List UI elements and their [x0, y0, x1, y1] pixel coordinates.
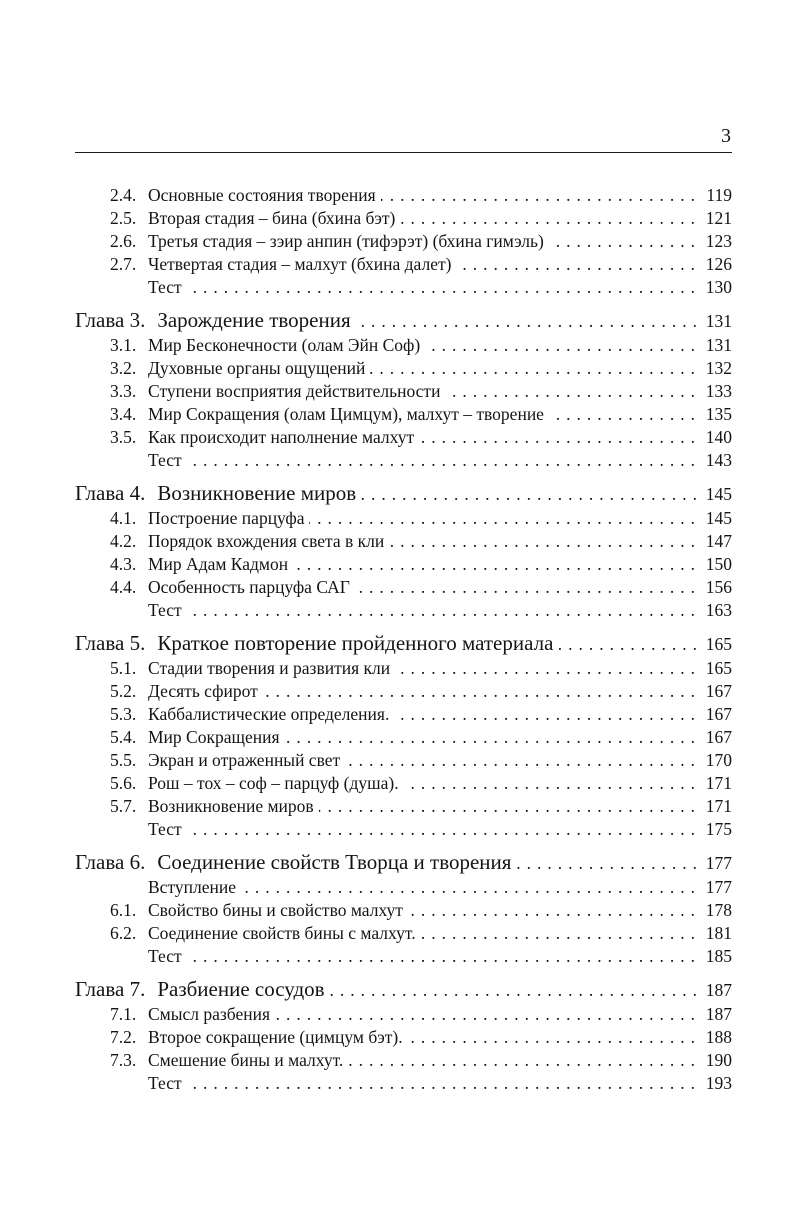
toc-entry-page: 156 [705, 577, 732, 597]
toc-entry-title: Четвертая стадия – малхут (бхина далет) [148, 254, 452, 274]
toc-entry-title: Смешение бины и малхут. [148, 1050, 344, 1070]
toc-row [75, 945, 732, 968]
toc-entry-page: 145 [705, 508, 732, 528]
dot-leader [345, 749, 701, 772]
toc-entry-number: 5.6. [110, 773, 137, 793]
toc-entry-number: 2.5. [110, 208, 137, 228]
toc-entry-title: Ступени восприятия действительности [148, 381, 441, 401]
toc-entry-title: Соединение свойств Творца и творения [157, 850, 512, 874]
toc-entry-page: 119 [706, 185, 732, 205]
toc-entry-page: 188 [705, 1027, 732, 1047]
toc-row [75, 976, 732, 1003]
toc-entry-title: Экран и отраженный свет [148, 750, 341, 770]
toc-row [75, 703, 732, 726]
toc-entry-number: Глава 6. [75, 850, 146, 874]
toc-entry-page: 145 [705, 484, 732, 504]
toc-row [75, 630, 732, 657]
dot-leader [319, 795, 701, 818]
toc-entry-title: Рош – тох – соф – парцуф (душа). [148, 773, 399, 793]
dot-leader [445, 380, 701, 403]
toc-entry-number: 4.3. [110, 554, 137, 574]
toc-entry-page: 130 [705, 277, 732, 297]
toc-row [75, 507, 732, 530]
toc-row [75, 922, 732, 945]
toc-entry-title: Соединение свойств бины с малхут. [148, 923, 416, 943]
toc-entry-number: 3.1. [110, 335, 137, 355]
toc-entry-page: 167 [705, 727, 732, 747]
toc-entry-number: 5.1. [110, 658, 137, 678]
toc-entry-page: 193 [705, 1073, 732, 1093]
toc-row [75, 1026, 732, 1049]
toc-entry-page: 187 [705, 980, 732, 1000]
toc-entry-number: 3.4. [110, 404, 137, 424]
toc-entry-title: Возникновение миров [148, 796, 314, 816]
dot-leader [456, 253, 701, 276]
toc-entry-page: 150 [705, 554, 732, 574]
toc-entry-number: 4.1. [110, 508, 137, 528]
toc-entry-title: Разбиение сосудов [157, 977, 325, 1001]
toc-entry-title: Порядок вхождения света в кли [148, 531, 385, 551]
toc-entry-number: 5.5. [110, 750, 137, 770]
toc-entry-page: 177 [705, 853, 732, 873]
toc-entry-number: Глава 5. [75, 631, 146, 655]
dot-leader [187, 449, 701, 472]
toc-entry-title: Стадии творения и развития кли [148, 658, 391, 678]
toc-row [75, 899, 732, 922]
toc-entry-page: 121 [705, 208, 732, 228]
toc-entry-number: 3.2. [110, 358, 137, 378]
toc-entry-title: Тест [148, 819, 182, 839]
toc-row [75, 749, 732, 772]
dot-leader [348, 1049, 701, 1072]
toc-entry-page: 140 [705, 427, 732, 447]
dot-leader [419, 426, 701, 449]
toc-entry-title: Краткое повторение пройденного материала [157, 631, 554, 655]
toc-entry-title: Смысл разбения [148, 1004, 271, 1024]
dot-leader [549, 230, 701, 253]
table-of-contents [75, 184, 732, 1095]
toc-entry-title: Тест [148, 1073, 182, 1093]
toc-row [75, 449, 732, 472]
toc-entry-page: 185 [705, 946, 732, 966]
toc-entry-number: 4.4. [110, 577, 137, 597]
toc-entry-page: 165 [705, 658, 732, 678]
toc-entry-title: Каббалистические определения. [148, 704, 390, 724]
toc-entry-page: 135 [705, 404, 732, 424]
dot-leader [425, 334, 701, 357]
dot-leader [241, 876, 701, 899]
toc-row [75, 184, 732, 207]
toc-entry-title: Как происходит наполнение малхут [148, 427, 415, 447]
dot-leader [275, 1003, 701, 1026]
toc-entry-title: Тест [148, 946, 182, 966]
toc-row [75, 876, 732, 899]
toc-row [75, 276, 732, 299]
toc-row [75, 426, 732, 449]
toc-row [75, 253, 732, 276]
toc-row [75, 553, 732, 576]
toc-row [75, 1072, 732, 1095]
dot-leader [421, 922, 701, 945]
toc-row [75, 207, 732, 230]
dot-leader [309, 507, 701, 530]
toc-entry-page: 175 [705, 819, 732, 839]
toc-row [75, 657, 732, 680]
toc-row [75, 230, 732, 253]
toc-entry-number: 2.7. [110, 254, 137, 274]
dot-leader [356, 308, 703, 334]
toc-entry-page: 177 [705, 877, 732, 897]
toc-entry-number: 2.4. [110, 185, 137, 205]
dot-leader [187, 1072, 701, 1095]
dot-leader [187, 599, 701, 622]
toc-row [75, 772, 732, 795]
toc-entry-title: Вступление [148, 877, 236, 897]
toc-row [75, 530, 732, 553]
dot-leader [549, 403, 701, 426]
toc-entry-number: 5.4. [110, 727, 137, 747]
toc-entry-number: 7.3. [110, 1050, 137, 1070]
toc-entry-page: 171 [705, 773, 732, 793]
toc-entry-page: 167 [705, 681, 732, 701]
toc-entry-number: 3.3. [110, 381, 137, 401]
toc-entry-number: 5.7. [110, 796, 137, 816]
toc-entry-page: 171 [705, 796, 732, 816]
toc-entry-title: Построение парцуфа [148, 508, 305, 528]
dot-leader [355, 576, 701, 599]
toc-entry-page: 131 [705, 311, 732, 331]
toc-entry-title: Вторая стадия – бина (бхина бэт) [148, 208, 396, 228]
toc-entry-page: 165 [705, 634, 732, 654]
toc-row [75, 403, 732, 426]
dot-leader [394, 703, 701, 726]
toc-entry-number: 5.2. [110, 681, 137, 701]
toc-row [75, 1003, 732, 1026]
dot-leader [389, 530, 701, 553]
toc-entry-number: Глава 3. [75, 308, 146, 332]
toc-entry-number: 4.2. [110, 531, 137, 551]
header-rule [75, 152, 732, 153]
dot-leader [187, 818, 701, 841]
toc-entry-title: Мир Адам Кадмон [148, 554, 289, 574]
toc-row [75, 380, 732, 403]
toc-entry-number: 2.6. [110, 231, 137, 251]
toc-row [75, 795, 732, 818]
toc-entry-title: Особенность парцуфа САГ [148, 577, 350, 597]
dot-leader [404, 772, 701, 795]
toc-entry-number: 6.2. [110, 923, 137, 943]
toc-row [75, 680, 732, 703]
toc-entry-title: Основные состояния творения [148, 185, 376, 205]
toc-row [75, 357, 732, 380]
toc-entry-title: Мир Сокращения [148, 727, 280, 747]
toc-entry-title: Тест [148, 450, 182, 470]
toc-entry-number: 7.2. [110, 1027, 137, 1047]
toc-row [75, 307, 732, 334]
toc-entry-page: 133 [705, 381, 732, 401]
page-number: 3 [721, 125, 731, 147]
toc-entry-title: Третья стадия – зэир анпин (тифэрэт) (бхина гимэль) [148, 231, 544, 251]
dot-leader [400, 207, 701, 230]
toc-entry-page: 170 [705, 750, 732, 770]
toc-entry-page: 126 [705, 254, 732, 274]
toc-row [75, 334, 732, 357]
toc-row [75, 1049, 732, 1072]
toc-entry-title: Свойство бины и свойство малхут [148, 900, 403, 920]
toc-entry-page: 187 [705, 1004, 732, 1024]
toc-row [75, 726, 732, 749]
toc-entry-page: 181 [705, 923, 732, 943]
toc-entry-page: 131 [705, 335, 732, 355]
dot-leader [361, 481, 703, 507]
toc-entry-number: 7.1. [110, 1004, 137, 1024]
toc-entry-title: Тест [148, 277, 182, 297]
toc-row [75, 576, 732, 599]
toc-entry-number: 6.1. [110, 900, 137, 920]
dot-leader [516, 850, 703, 876]
toc-entry-page: 143 [705, 450, 732, 470]
toc-entry-page: 132 [705, 358, 732, 378]
dot-leader [263, 680, 701, 703]
toc-entry-title: Мир Бесконечности (олам Эйн Соф) [148, 335, 421, 355]
toc-row [75, 818, 732, 841]
toc-entry-number: 5.3. [110, 704, 137, 724]
toc-entry-page: 147 [705, 531, 732, 551]
toc-entry-page: 123 [705, 231, 732, 251]
dot-leader [395, 657, 701, 680]
toc-entry-title: Духовные органы ощущений [148, 358, 366, 378]
dot-leader [187, 945, 701, 968]
dot-leader [558, 631, 703, 657]
toc-entry-page: 178 [705, 900, 732, 920]
toc-entry-page: 190 [705, 1050, 732, 1070]
dot-leader [330, 977, 703, 1003]
toc-entry-page: 167 [705, 704, 732, 724]
dot-leader [285, 726, 701, 749]
toc-entry-number: 3.5. [110, 427, 137, 447]
toc-entry-page: 163 [705, 600, 732, 620]
dot-leader [381, 184, 701, 207]
toc-entry-title: Возникновение миров [157, 481, 357, 505]
dot-leader [408, 899, 701, 922]
toc-row [75, 480, 732, 507]
toc-entry-title: Второе сокращение (цимцум бэт). [148, 1027, 403, 1047]
dot-leader [408, 1026, 701, 1049]
toc-row [75, 599, 732, 622]
toc-entry-number: Глава 4. [75, 481, 146, 505]
dot-leader [293, 553, 701, 576]
toc-entry-title: Мир Сокращения (олам Цимцум), малхут – творение [148, 404, 544, 424]
toc-entry-number: Глава 7. [75, 977, 146, 1001]
toc-entry-title: Зарождение творения [157, 308, 351, 332]
toc-entry-title: Десять сфирот [148, 681, 258, 701]
toc-entry-title: Тест [148, 600, 182, 620]
toc-row [75, 849, 732, 876]
dot-leader [187, 276, 701, 299]
dot-leader [370, 357, 701, 380]
